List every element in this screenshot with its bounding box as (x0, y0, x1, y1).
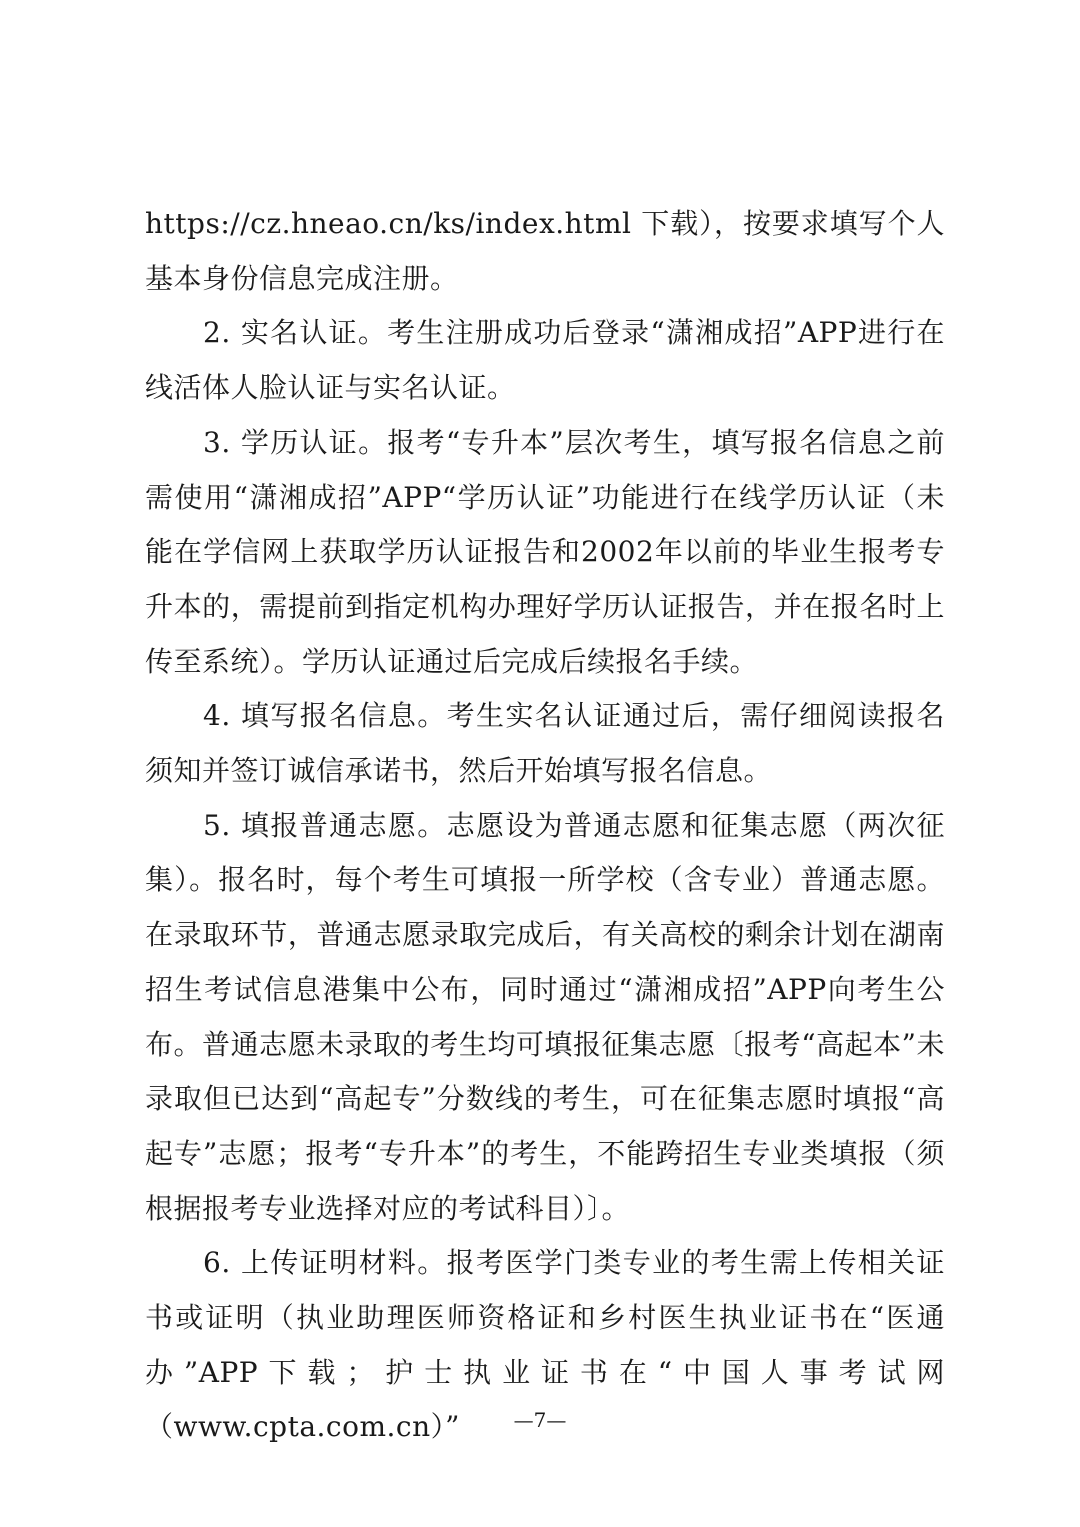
paragraph-continuation: https://cz.hneao.cn/ks/index.html 下载），按要求填写个人基本身份信息完成注册。 (145, 207, 945, 295)
paragraph-volunteer-choice: 5. 填报普通志愿。志愿设为普通志愿和征集志愿（两次征集）。报名时，每个考生可填报一所学校（含专业）普通志愿。在录取环节，普通志愿录取完成后，有关高校的剩余计划在湖南招生考试信息港集中公布，同时通过“潇湘成招”APP向考生公布。普通志愿未录取的考生均可填报征集志愿〔报考“高起本”未录取但已达到“高起专”分数线的考生，可在征集志愿时填报“高起专”志愿；报考“专升本”的考生，不能跨招生专业类填报（须根据报考专业选择对应的考试科目）〕。 (145, 808, 945, 1225)
paragraph-real-name-auth: 2. 实名认证。考生注册成功后登录“潇湘成招”APP进行在线活体人脸认证与实名认证。 (145, 316, 945, 405)
page-number: —7— (513, 1408, 567, 1432)
document-body (145, 197, 945, 1455)
paragraph-education-auth: 3. 学历认证。报考“专升本”层次考生，填写报名信息之前需使用“潇湘成招”APP“学历认证”功能进行在线学历认证（未能在学信网上获取学历认证报告和2002年以前的毕业生报考专升本的，需提前到指定机构办理好学历认证报告，并在报名时上传至系统）。学历认证通过后完成后续报名手续。 (145, 425, 945, 678)
paragraph-fill-registration: 4. 填写报名信息。考生实名认证通过后，需仔细阅读报名须知并签订诚信承诺书，然后开始填写报名信息。 (145, 699, 945, 788)
paragraph-upload-proof: 6. 上传证明材料。报考医学门类专业的考生需上传相关证书或证明（执业助理医师资格证和乡村医生执业证书在“医通办”APP下载；护士执业证书在“中国人事考试网（www.cpta.com.cn）” (145, 1246, 945, 1444)
